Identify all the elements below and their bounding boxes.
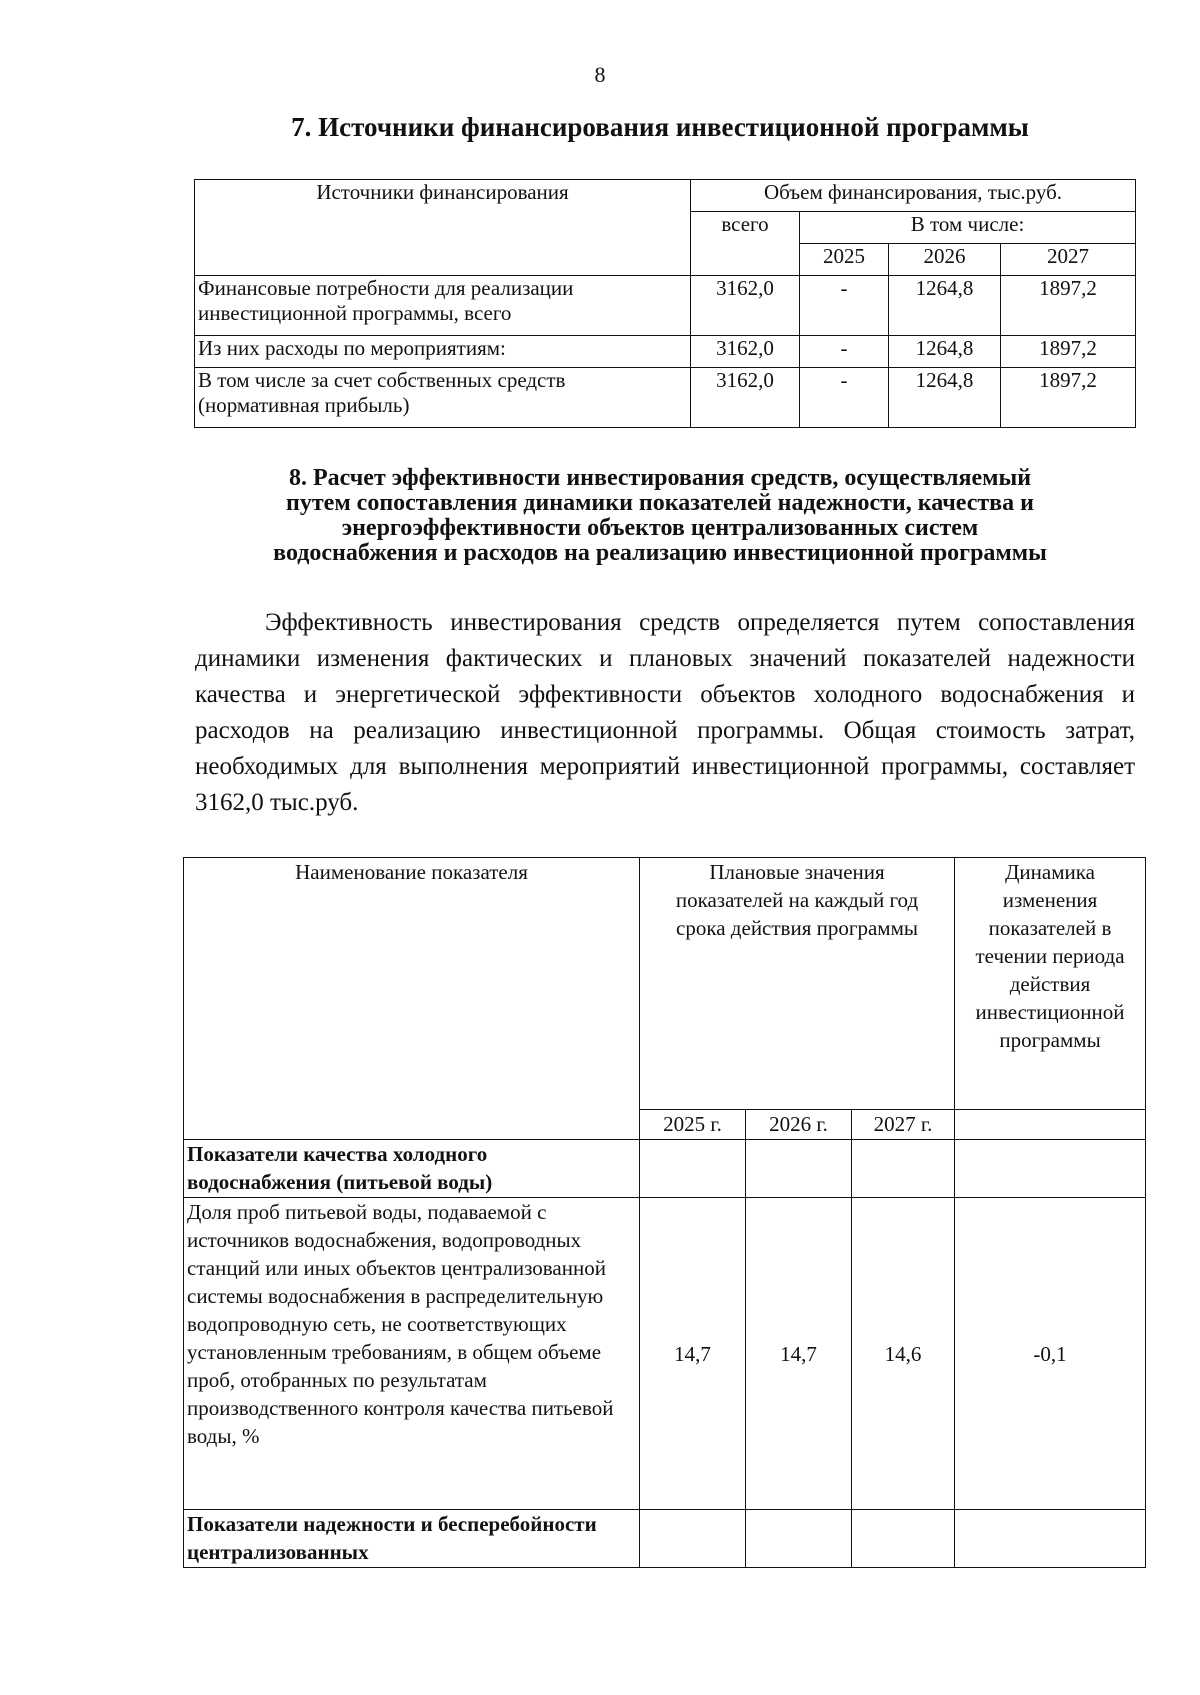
section-8-title [180,466,1140,566]
empty-cell [955,1510,1146,1568]
row-total: 3162,0 [691,276,800,336]
header-year: 2027 г. [852,1110,955,1140]
header-total: всего [691,212,800,276]
header-year: 2027 [1001,244,1136,276]
value-dynamics: -0,1 [955,1198,1146,1510]
table-row [184,1198,1146,1510]
header-indicator-name: Наименование показателя [184,858,640,1140]
header-planned-values: Плановые значения показателей на каждый год срока действия программы [640,858,955,1110]
row-name: Финансовые потребности для реализации инвестиционной программы, всего [195,276,691,336]
empty-cell [746,1140,852,1198]
group-quality-title: Показатели качества холодного водоснабжения (питьевой воды) [184,1140,640,1198]
section-8-title-line: путем сопоставления динамики показателей надежности, качества и [286,490,1034,516]
group-row [184,1510,1146,1568]
row-2027: 1897,2 [1001,276,1136,336]
indicator-name: Доля проб питьевой воды, подаваемой с источников водоснабжения, водопроводных станций или иных объектов централизованной системы водоснабжения в распределительную водопроводную сеть, не соответствующих установленным требованиям, в общем объеме проб, отобранных по результатам производственного контроля качества питьевой воды, % [184,1198,640,1510]
row-2027: 1897,2 [1001,368,1136,428]
row-name: Из них расходы по мероприятиям: [195,336,691,368]
row-2026: 1264,8 [889,276,1001,336]
indicators-table [183,857,1146,1568]
table-row [195,368,1136,428]
header-including: В том числе: [800,212,1136,244]
row-2027: 1897,2 [1001,336,1136,368]
value-2026: 14,7 [746,1198,852,1510]
empty-cell [852,1140,955,1198]
header-volume: Объем финансирования, тыс.руб. [691,180,1136,212]
section-8-title-line: 8. Расчет эффективности инвестирования средств, осуществляемый [288,465,1032,491]
header-year: 2025 г. [640,1110,746,1140]
empty-cell [746,1510,852,1568]
row-total: 3162,0 [691,336,800,368]
row-name: В том числе за счет собственных средств (нормативная прибыль) [195,368,691,428]
empty-cell [955,1140,1146,1198]
section-7-title: 7. Источники финансирования инвестиционной программы [291,112,1029,142]
header-year: 2025 [800,244,889,276]
page-number: 8 [594,62,606,87]
financing-sources-table [194,179,1136,428]
empty-cell [640,1140,746,1198]
row-2025: - [800,336,889,368]
section-8-title-line: водоснабжения и расходов на реализацию инвестиционной программы [273,540,1047,566]
empty-cell [955,1110,1146,1140]
row-2025: - [800,276,889,336]
section-8-title-line: энергоэффективности объектов централизованных систем [341,515,979,541]
value-2027: 14,6 [852,1198,955,1510]
table-row [195,336,1136,368]
header-sources: Источники финансирования [195,180,691,276]
row-2026: 1264,8 [889,336,1001,368]
empty-cell [852,1510,955,1568]
row-2026: 1264,8 [889,368,1001,428]
row-total: 3162,0 [691,368,800,428]
header-year: 2026 [889,244,1001,276]
efficiency-paragraph: Эффективность инвестирования средств определяется путем сопоставления динамики изменения фактических и плановых значений показателей надежности качества и энергетической эффективности объектов холодного водоснабжения и расходов на реализацию инвестиционной программы. Общая стоимость затрат, необходимых для выполнения мероприятий инвестиционной программы, составляет 3162,0 тыс.руб. [195,609,1135,816]
group-row [184,1140,1146,1198]
header-dynamics: Динамика изменения показателей в течении периода действия инвестиционной программы [955,858,1146,1110]
table-row [195,276,1136,336]
empty-cell [640,1510,746,1568]
row-2025: - [800,368,889,428]
header-year: 2026 г. [746,1110,852,1140]
value-2025: 14,7 [640,1198,746,1510]
group-reliability-title: Показатели надежности и бесперебойности централизованных [184,1510,640,1568]
